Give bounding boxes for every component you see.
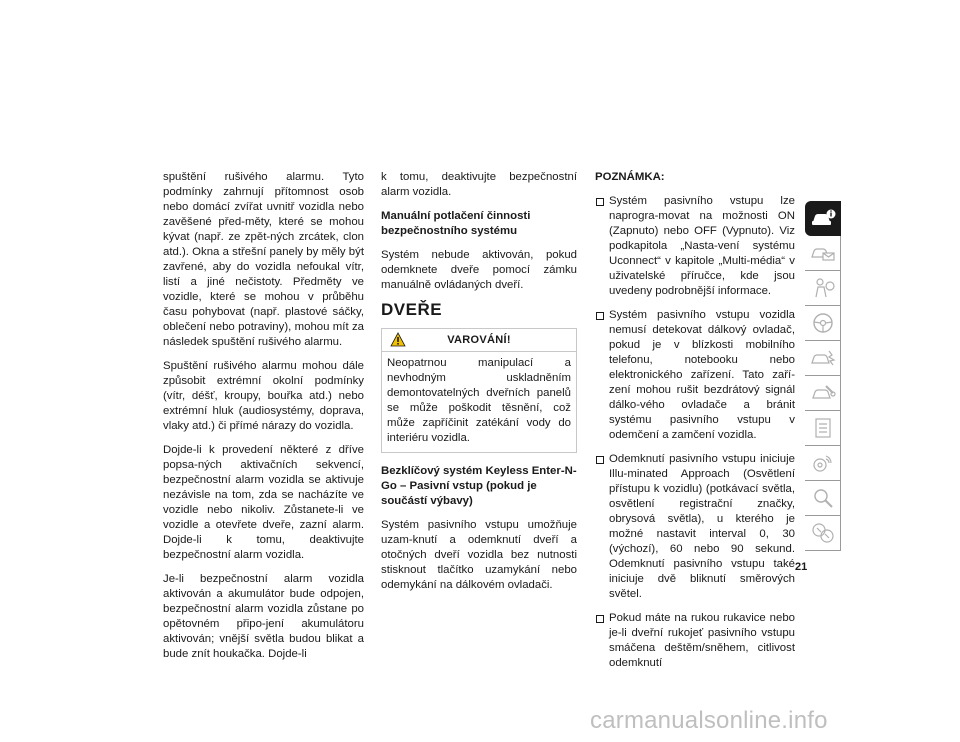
tab-index[interactable] [805, 481, 841, 516]
note-item: Odemknutí pasivního vstupu iniciuje Illu-minated Approach (Osvětlení přístupu k vozidlu) (potkávací světla, osvětlení registrační značky, obrysová světla), u kterého je možné nastavit interval 0, 30 (výchozí), 60 nebo 90 sekund. Odemknutí pasivního vstupu také iniciuje dvě bliknutí směrových světel. [595, 452, 795, 602]
paragraph: Systém pasivního vstupu umožňuje uzam-knutí a odemknutí dveří a otočných dveří vozidla bez nutnosti stisknout tlačítko uzamykání nebo odemykání na dálkovém ovladači. [381, 519, 577, 591]
tab-multimedia[interactable] [805, 446, 841, 481]
tab-language[interactable] [805, 516, 841, 551]
chapter-tabs [805, 201, 841, 551]
language-icon [810, 521, 836, 545]
warning-header [382, 329, 576, 352]
paragraph: k tomu, deaktivujte bezpečnostní alarm vozidla. [381, 171, 577, 198]
paragraph: Dojde-li k provedení některé z dříve popsa-ných aktivačních sekvencí, bezpečnostní alarm vozidla se aktivuje nezávisle na tom, zda se nacházíte ve vozidle nebo nikoliv. Zůstanete-li ve vozidle a otevřete dveře, zazní alarm. Dojde-li k tomu, deaktivujte bezpečnostní alarm vozidla. [163, 444, 364, 561]
tab-seat-airbag[interactable] [805, 271, 841, 306]
warning-box [381, 328, 577, 453]
paragraph: spuštění rušivého alarmu. Tyto podmínky zahrnují přítomnost osob nebo domácí zvířat uvnitř vozidla nebo zavěšené před-měty, které se mohou kývat (např. ze zpět-ných zrcátek, clon atd.). Okna a střešní panely by měly být zavřené, aby do vozidla nefoukal vítr, listí a jiné nečistoty. Předměty ve vozidle, které se mohou v průběhu času pohybovat (např. plastové sáčky, oblečení nebo potraviny), mohou mít za následek spuštění rušivého alarmu. [163, 171, 364, 348]
car-message-icon [810, 243, 836, 263]
bullet-square-icon [596, 615, 604, 623]
bullet-square-icon [596, 198, 604, 206]
section-title: DVEŘE [381, 300, 443, 319]
paragraph: Systém nebude aktivován, pokud odemknete dveře pomocí zámku manuálně ovládaných dveří. [381, 249, 577, 291]
seat-airbag-icon [810, 277, 836, 299]
tab-car-info[interactable] [805, 201, 841, 236]
tab-car-crash[interactable] [805, 341, 841, 376]
note-list [595, 194, 795, 671]
page-number: 21 [795, 561, 808, 573]
steering-wheel-icon [811, 311, 835, 335]
text-column-1 [163, 170, 364, 671]
car-crash-icon [810, 348, 836, 368]
search-index-icon [811, 486, 835, 510]
tab-steering-wheel[interactable] [805, 306, 841, 341]
car-service-icon [810, 383, 836, 403]
note-item: Pokud máte na rukou rukavice nebo je-li dveřní rukojeť pasivního vstupu smáčena deštěm/sněhem, citlivost odemknutí [595, 611, 795, 671]
subheading-keyless: Bezklíčový systém Keyless Enter-N-Go – Pasivní vstup (pokud je součástí výbavy) [381, 465, 577, 507]
paragraph: Spuštění rušivého alarmu mohou dále způsobit extrémní okolní podmínky (vítr, déšť, kroupy, bouřka atd.) nebo extrémní hluk (audiosystémy, doprava, vlaky atd.) či přímé nárazy do vozidla. [163, 360, 364, 432]
tab-car-service[interactable] [805, 376, 841, 411]
paragraph: Je-li bezpečnostní alarm vozidla aktivován a akumulátor bude odpojen, bezpečnostní alarm vozidla zůstane po opětovném připo-jení akumulátoru aktivován; vnější světla budou blikat a bude znít houkačka. Dojde-li [163, 573, 364, 660]
specifications-list-icon [812, 417, 834, 439]
note-item: Systém pasivního vstupu vozidla nemusí detekovat dálkový ovladač, pokud je v blízkosti mobilního telefonu, notebooku nebo elektronického zařízení. Tato zaří-zení mohou rušit bezdrátový signál dálko-vého ovladače a bránit systému pasivního vstupu v odemčení a zamčení vozidla. [595, 308, 795, 443]
multimedia-icon [811, 452, 835, 474]
tab-specifications[interactable] [805, 411, 841, 446]
bullet-square-icon [596, 312, 604, 320]
tab-car-message[interactable] [805, 236, 841, 271]
watermark: carmanualsonline.info [590, 707, 828, 734]
warning-text: Neopatrnou manipulací a nevhodným uskladněním demontovatelných dveřních panelů se může poškodit těsnění, což může zapříčinit zatékání vody do interiéru vozidla. [387, 357, 571, 444]
warning-triangle-icon [390, 332, 406, 347]
note-item: Systém pasivního vstupu lze naprogra-movat na možnosti ON (Zapnuto) nebo OFF (Vypnuto). Viz podkapitola „Nasta-vení systému Uconnect“ v kapitole „Multi-média“ v uživatelské příručce, kde jsou uvedeny podrobnější informace. [595, 194, 795, 299]
note-title: POZNÁMKA: [595, 171, 665, 183]
subheading-manual-override: Manuální potlačení činnosti bezpečnostního systému [381, 210, 531, 237]
warning-title: VAROVÁNÍ! [447, 334, 511, 346]
bullet-square-icon [596, 456, 604, 464]
car-info-icon [810, 208, 836, 228]
text-column-2 [381, 170, 577, 602]
text-column-3 [595, 170, 795, 680]
